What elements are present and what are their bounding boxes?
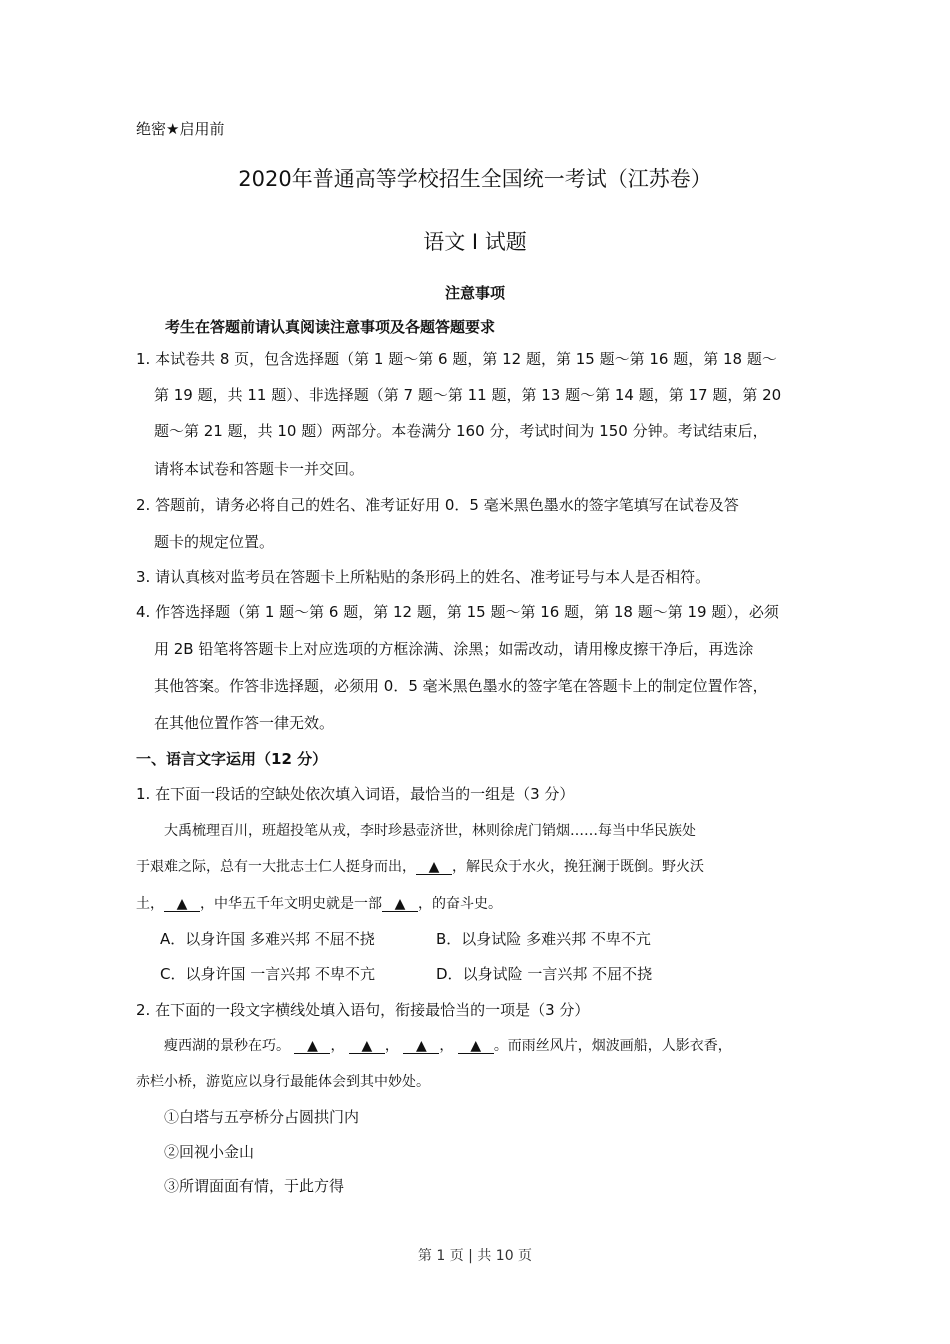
notice-item-1-line-1: 1. 本试卷共 8 页，包含选择题（第 1 题～第 6 题，第 12 题，第 15 题～第 16 题，第 18 题～	[136, 350, 777, 368]
notice-item-2-line-1: 2. 答题前，请务必将自己的姓名、准考证好用 0．5 毫米黑色墨水的签字笔填写在试卷及答	[136, 496, 739, 514]
option-text: 以身许国 一言兴邦 不卑不亢	[185, 965, 376, 983]
notice-heading: 注意事项	[444, 284, 505, 302]
q1-text-segment: ，中华五千年文明史就是一部	[200, 896, 382, 912]
q1-option-b[interactable]	[436, 928, 651, 949]
option-text: 以身试险 一言兴邦 不屈不挠	[462, 965, 653, 983]
q2-blank-1: ▲	[294, 1039, 330, 1054]
option-label: B．	[436, 930, 462, 948]
notice-item-3-line-1: 3. 请认真核对监考员在答题卡上所粘贴的条形码上的姓名、准考证号与本人是否相符。	[136, 568, 711, 586]
option-label: A．	[160, 930, 186, 948]
q1-blank-1: ▲	[416, 860, 452, 875]
option-label: C．	[160, 965, 186, 983]
notice-item-1-line-3: 题～第 21 题，共 10 题）两部分。本卷满分 160 分，考试时间为 150 分钟。考试结束后，	[154, 422, 768, 440]
separator: ，	[439, 1038, 454, 1054]
confidential-label: 绝密★启用前	[136, 120, 225, 138]
question-1-stem: 1. 在下面一段话的空缺处依次填入词语，最恰当的一组是（3 分）	[136, 785, 575, 803]
notice-subheading: 考生在答题前请认真阅读注意事项及各题答题要求	[165, 318, 496, 336]
q1-text-segment: ，解民众于水火，挽狂澜于既倒。野火沃	[452, 859, 704, 875]
q1-option-a[interactable]	[160, 928, 375, 949]
notice-item-1-line-2: 第 19 题，共 11 题）、非选择题（第 7 题～第 11 题，第 13 题～第 14 题，第 17 题，第 20	[154, 386, 782, 404]
question-2-stem: 2. 在下面的一段文字横线处填入语句，衔接最恰当的一项是（3 分）	[136, 1001, 590, 1019]
q1-text-segment: 于艰难之际，总有一大批志士仁人挺身而出，	[136, 859, 416, 875]
notice-item-1-line-4: 请将本试卷和答题卡一并交回。	[154, 460, 365, 478]
subject-title: 语文 I 试题	[423, 230, 527, 254]
option-text: 以身试险 多难兴邦 不卑不亢	[461, 930, 651, 948]
q2-choice-2: ②回视小金山	[164, 1143, 255, 1161]
q2-blank-3: ▲	[403, 1039, 439, 1054]
exam-title: 2020年普通高等学校招生全国统一考试（江苏卷）	[238, 167, 712, 191]
page-footer: 第 1 页 | 共 10 页	[417, 1248, 533, 1264]
q2-choice-3: ③所谓面面有情，于此方得	[164, 1177, 345, 1195]
q2-text-segment: 。而雨丝风片，烟波画船，人影衣香，	[493, 1038, 732, 1054]
notice-item-4-line-1: 4. 作答选择题（第 1 题～第 6 题，第 12 题，第 15 题～第 16 题，第 18 题～第 19 题），必须	[136, 603, 779, 621]
option-label: D．	[436, 965, 463, 983]
q1-text-segment: 土，	[136, 896, 164, 912]
q1-passage-line-3	[136, 893, 502, 913]
q2-blank-2: ▲	[349, 1039, 385, 1054]
q2-text-segment: 瘦西湖的景秒在巧。	[164, 1038, 290, 1054]
separator: ，	[330, 1038, 345, 1054]
q1-blank-3: ▲	[382, 897, 418, 912]
q1-option-c[interactable]	[160, 963, 375, 984]
q1-passage-line-2	[136, 856, 704, 876]
notice-item-2-line-2: 题卡的规定位置。	[154, 533, 275, 551]
separator: ，	[384, 1038, 399, 1054]
q2-choice-1: ①白塔与五亭桥分占圆拱门内	[164, 1108, 360, 1126]
section-heading: 一、语言文字运用（12 分）	[136, 750, 328, 768]
notice-item-4-line-4: 在其他位置作答一律无效。	[154, 714, 335, 732]
q1-passage-line-1: 大禹梳理百川，班超投笔从戎，李时珍悬壶济世，林则徐虎门销烟……每当中华民族处	[164, 823, 696, 839]
q2-blank-4: ▲	[458, 1039, 494, 1054]
q2-passage-line-2: 赤栏小桥，游览应以身行最能体会到其中妙处。	[136, 1074, 430, 1090]
option-text: 以身许国 多难兴邦 不屈不挠	[185, 930, 375, 948]
notice-item-4-line-3: 其他答案。作答非选择题，必须用 0．5 毫米黑色墨水的签字笔在答题卡上的制定位置作答，	[154, 677, 768, 695]
q1-blank-2: ▲	[164, 897, 200, 912]
q1-text-segment: ，的奋斗史。	[418, 896, 502, 912]
notice-item-4-line-2: 用 2B 铅笔将答题卡上对应选项的方框涂满、涂黑；如需改动，请用橡皮擦干净后，再选涂	[154, 640, 754, 658]
q2-passage-line-1	[164, 1035, 732, 1055]
q1-option-d[interactable]	[436, 963, 652, 984]
